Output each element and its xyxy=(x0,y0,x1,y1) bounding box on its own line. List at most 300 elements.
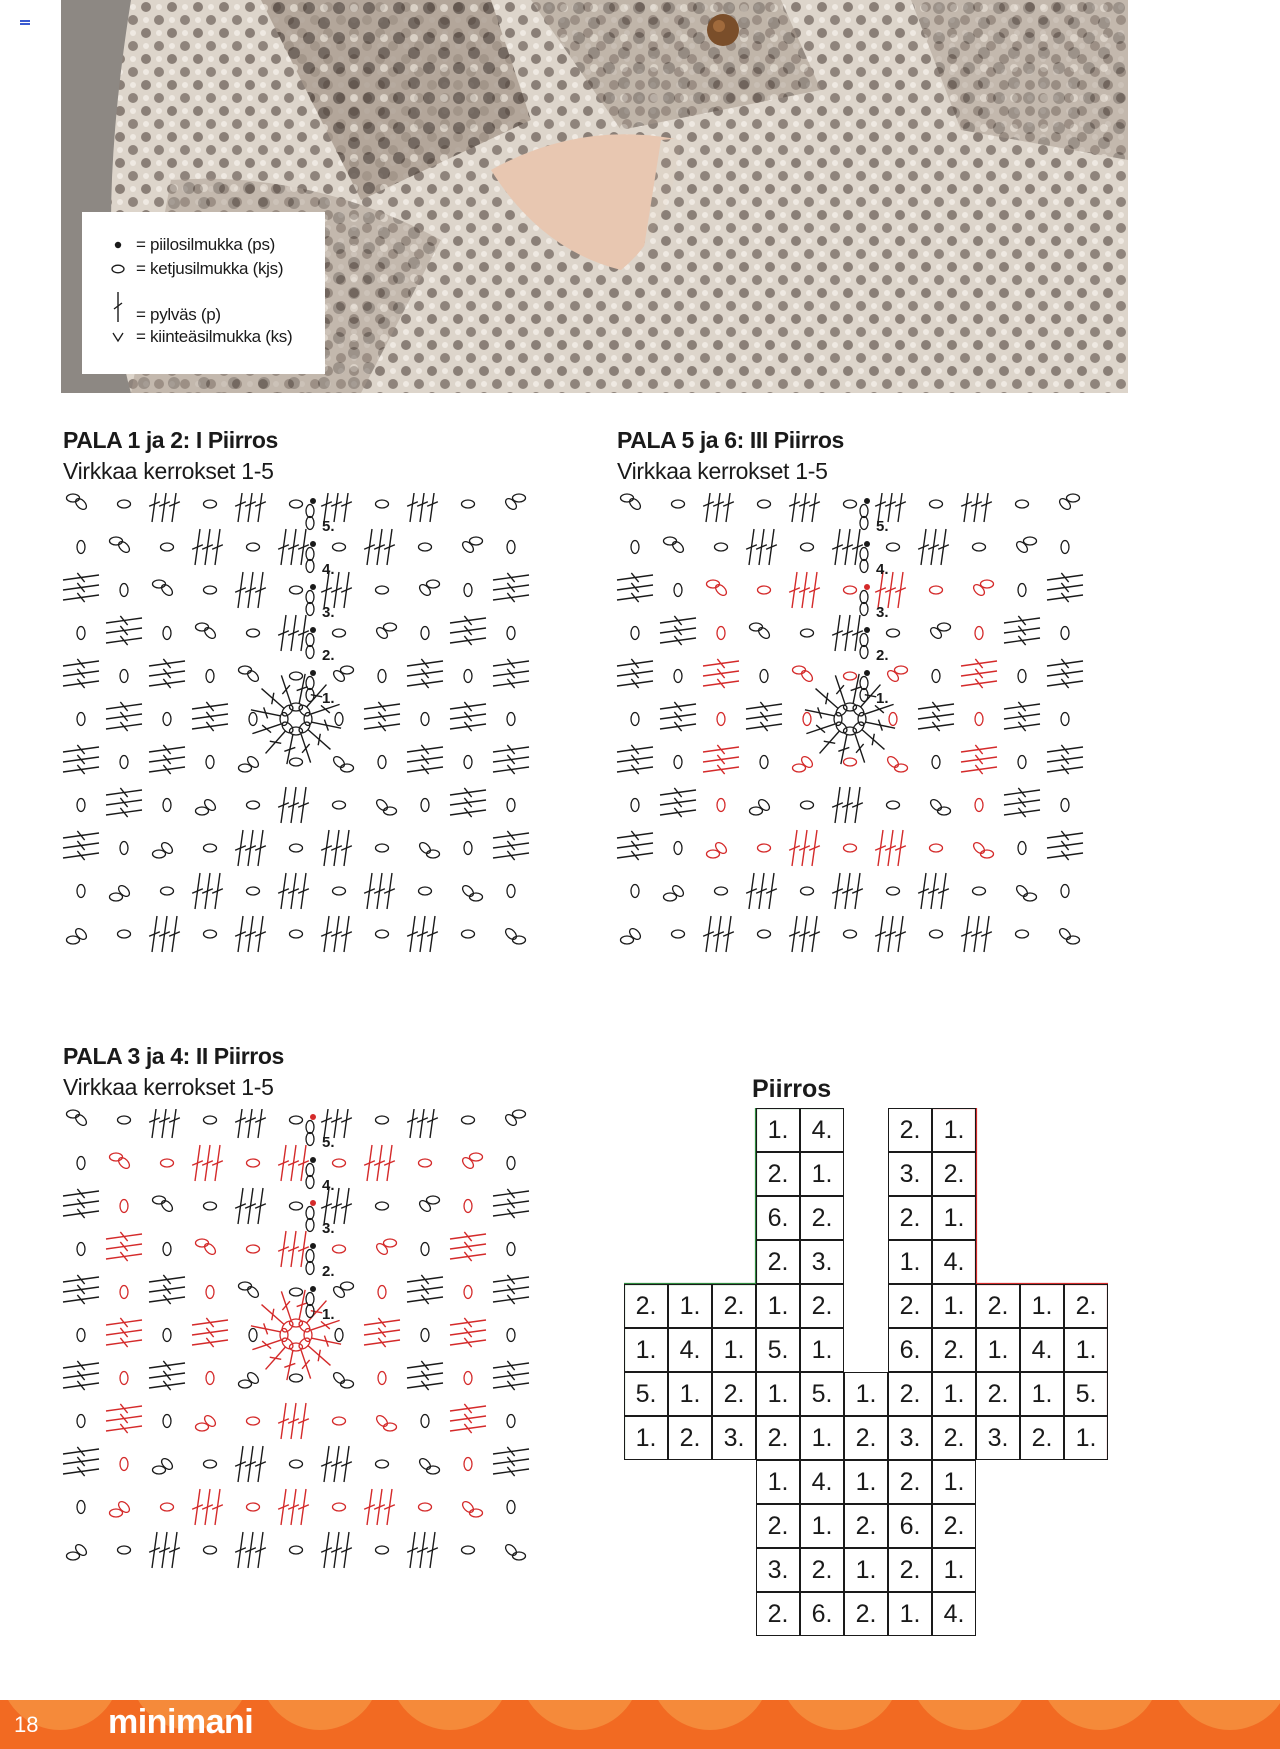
chain-mark xyxy=(932,756,940,769)
grid-cell: 1. xyxy=(624,1416,668,1460)
chain-mark xyxy=(674,670,682,683)
grid-cell: 2. xyxy=(712,1372,756,1416)
chain-mark xyxy=(631,713,639,726)
chain-mark xyxy=(249,713,257,726)
chain-mark xyxy=(67,936,80,944)
chain-mark xyxy=(290,930,303,938)
chain-mark xyxy=(664,893,677,901)
chain-mark xyxy=(461,1500,476,1515)
chain-mark xyxy=(196,1239,209,1247)
chain-mark xyxy=(419,887,432,895)
chain-mark xyxy=(306,677,314,690)
grid-cell: 3. xyxy=(888,1152,932,1196)
chain-mark xyxy=(163,799,171,812)
chain-mark xyxy=(163,1415,171,1428)
chain-mark xyxy=(858,713,866,726)
chain-mark xyxy=(461,1156,476,1171)
grid-cell: 2. xyxy=(932,1328,976,1372)
chain-mark xyxy=(844,703,857,711)
chain-mark xyxy=(333,543,346,551)
chain-mark xyxy=(427,580,440,588)
chain-mark xyxy=(290,500,303,508)
chain-mark xyxy=(421,1243,429,1256)
chain-mark xyxy=(203,798,218,813)
chain-mark xyxy=(462,1546,475,1554)
slip-stitch-dot xyxy=(310,1286,316,1292)
grid-cell: 1. xyxy=(756,1108,800,1152)
chain-mark xyxy=(306,603,314,616)
chain-mark xyxy=(378,670,386,683)
chain-mark xyxy=(120,670,128,683)
grid-cell: 1. xyxy=(932,1284,976,1328)
round-label: 3. xyxy=(322,1220,335,1237)
chain-mark xyxy=(427,850,440,858)
chain-mark xyxy=(674,842,682,855)
chain-mark xyxy=(1018,670,1026,683)
chain-mark xyxy=(758,586,771,594)
chain-mark xyxy=(297,1319,312,1334)
chain-mark xyxy=(306,1207,314,1220)
chain-mark xyxy=(631,799,639,812)
chain-mark xyxy=(418,841,433,856)
chain-mark xyxy=(930,844,943,852)
chain-mark xyxy=(757,626,772,641)
grid-cell: 2. xyxy=(800,1196,844,1240)
round-label: 2. xyxy=(876,647,889,664)
stitch-mark xyxy=(716,493,721,522)
chain-mark xyxy=(290,1460,303,1468)
grid-cell: 2. xyxy=(888,1460,932,1504)
chain-mark xyxy=(930,930,943,938)
legend-item xyxy=(102,325,325,349)
chain-mark xyxy=(153,580,166,588)
chain-mark xyxy=(886,669,901,684)
chain-mark xyxy=(1061,885,1069,898)
chain-mark xyxy=(427,1466,440,1474)
chain-mark xyxy=(204,586,217,594)
chain-mark xyxy=(110,893,123,901)
chain-mark xyxy=(290,1288,303,1296)
chain-mark xyxy=(1018,842,1026,855)
chain-mark xyxy=(290,703,303,711)
grid-cell: 2. xyxy=(844,1504,888,1548)
chain-mark xyxy=(851,703,866,718)
chain-mark xyxy=(513,494,526,502)
chain-mark xyxy=(239,1282,252,1290)
chain-mark xyxy=(470,1153,483,1161)
chain-mark xyxy=(504,1113,519,1128)
chain-mark xyxy=(290,672,303,680)
grid-cell: 2. xyxy=(888,1108,932,1152)
chain-mark xyxy=(513,1552,526,1560)
chain-mark xyxy=(247,1245,260,1253)
legend-text: = ketjusilmukka (kjs) xyxy=(136,259,284,278)
chain-mark xyxy=(464,670,472,683)
chain-mark xyxy=(895,764,908,772)
chain-mark xyxy=(844,844,857,852)
chain-mark xyxy=(972,583,987,598)
round-label: 2. xyxy=(322,1263,335,1280)
chain-mark xyxy=(333,887,346,895)
chain-mark xyxy=(306,1164,314,1177)
slip-stitch-dot xyxy=(310,584,316,590)
chain-mark xyxy=(333,1159,346,1167)
grid-cell: 2. xyxy=(624,1284,668,1328)
chain-mark xyxy=(860,677,868,690)
round-label: 5. xyxy=(322,518,335,535)
chain-mark xyxy=(246,1285,261,1300)
chain-mark xyxy=(378,756,386,769)
v-icon xyxy=(102,331,134,343)
stitch-mark xyxy=(964,493,969,522)
chain-mark xyxy=(384,623,397,631)
chain-mark xyxy=(117,884,132,899)
chain-mark xyxy=(507,799,515,812)
grid-cell: 2. xyxy=(976,1372,1020,1416)
chain-mark xyxy=(1016,500,1029,508)
chain-mark xyxy=(77,1415,85,1428)
chain-mark xyxy=(110,1153,123,1161)
grid-cell: 2. xyxy=(932,1504,976,1548)
chain-mark xyxy=(153,850,166,858)
chain-mark xyxy=(376,500,389,508)
chain-mark xyxy=(378,1372,386,1385)
slip-stitch-dot xyxy=(310,1157,316,1163)
chain-mark xyxy=(290,758,303,766)
chain-mark xyxy=(793,764,806,772)
grid-cell: 1. xyxy=(756,1284,800,1328)
chain-mark xyxy=(376,586,389,594)
chain-mark xyxy=(887,887,900,895)
menu-icon[interactable] xyxy=(20,20,30,28)
chain-mark xyxy=(504,497,519,512)
chain-mark xyxy=(77,885,85,898)
round-label: 1. xyxy=(876,690,889,707)
chain-mark xyxy=(280,1329,288,1342)
stitch-bar xyxy=(302,1360,310,1369)
chain-mark xyxy=(672,500,685,508)
chain-mark xyxy=(290,1546,303,1554)
chain-mark xyxy=(118,930,131,938)
grid-cell: 4. xyxy=(800,1460,844,1504)
chain-mark xyxy=(376,1546,389,1554)
chain-mark xyxy=(513,936,526,944)
chain-mark xyxy=(246,1371,261,1386)
chain-mark xyxy=(247,887,260,895)
grid-cell: 1. xyxy=(756,1460,800,1504)
dot-icon xyxy=(102,240,134,250)
stitch-mark xyxy=(420,1109,425,1138)
chain-mark xyxy=(203,1414,218,1429)
chain-mark xyxy=(507,1243,515,1256)
chain-mark xyxy=(464,1372,472,1385)
stitch-bar xyxy=(816,725,825,733)
stitch-bar xyxy=(262,725,271,733)
stitch-mark xyxy=(238,1109,243,1138)
chain-mark xyxy=(760,670,768,683)
chain-mark xyxy=(118,1546,131,1554)
stitch-mark xyxy=(430,1109,435,1138)
stitch-mark xyxy=(258,493,263,522)
chain-mark xyxy=(717,713,725,726)
grid-cell: 1. xyxy=(844,1548,888,1592)
chain-mark xyxy=(930,500,943,508)
chain-mark xyxy=(1016,930,1029,938)
chain-mark xyxy=(973,887,986,895)
grid-cell: 3. xyxy=(800,1240,844,1284)
chain-mark xyxy=(462,500,475,508)
chain-mark xyxy=(631,541,639,554)
chain-mark xyxy=(384,1423,397,1431)
chain-mark xyxy=(206,756,214,769)
chain-mark xyxy=(74,1113,89,1128)
chain-mark xyxy=(196,1423,209,1431)
chain-mark xyxy=(204,1460,217,1468)
chain-mark xyxy=(384,1239,397,1247)
chain-mark xyxy=(77,627,85,640)
chain-mark xyxy=(306,1293,314,1306)
chain-mark xyxy=(621,494,634,502)
chain-mark xyxy=(1015,884,1030,899)
chain-mark xyxy=(160,583,175,598)
grid-cell: 1. xyxy=(800,1152,844,1196)
chain-mark xyxy=(341,764,354,772)
chain-mark xyxy=(160,1457,175,1472)
slip-stitch-dot xyxy=(864,498,870,504)
grid-cell: 1. xyxy=(932,1108,976,1152)
grid-cell: 1. xyxy=(932,1548,976,1592)
chain-mark xyxy=(375,1242,390,1257)
chain-mark xyxy=(464,756,472,769)
chain-mark xyxy=(290,1319,303,1327)
stitch-mark xyxy=(984,493,989,522)
stitch-mark xyxy=(726,493,731,522)
chain-mark xyxy=(860,548,868,561)
chain-mark xyxy=(290,1116,303,1124)
chain-mark xyxy=(707,580,720,588)
stitch-mark xyxy=(888,493,893,522)
chain-mark xyxy=(204,930,217,938)
chain-mark xyxy=(249,1329,257,1342)
grid-cell: 2. xyxy=(888,1284,932,1328)
slip-stitch-dot xyxy=(310,498,316,504)
chain-mark xyxy=(77,1157,85,1170)
chain-mark xyxy=(421,799,429,812)
chain-mark xyxy=(196,623,209,631)
grid-cell: 1. xyxy=(888,1592,932,1636)
chain-mark xyxy=(290,586,303,594)
chain-mark xyxy=(631,627,639,640)
chain-mark xyxy=(757,798,772,813)
chain-mark xyxy=(464,1286,472,1299)
stitch-mark xyxy=(238,493,243,522)
chain-mark xyxy=(74,497,89,512)
chain-mark xyxy=(1067,936,1080,944)
chain-mark xyxy=(860,591,868,604)
chain-mark xyxy=(715,887,728,895)
round-label: 4. xyxy=(322,561,335,578)
chain-mark xyxy=(674,756,682,769)
chain-mark xyxy=(470,893,483,901)
stitch-mark xyxy=(812,493,817,522)
chain-mark xyxy=(1018,584,1026,597)
round-label: 4. xyxy=(876,561,889,578)
grid-cell: 1. xyxy=(668,1372,712,1416)
grid-cell: 5. xyxy=(800,1372,844,1416)
chain-mark xyxy=(758,930,771,938)
chart-1-title: PALA 1 ja 2: I Piirros xyxy=(63,427,278,453)
chain-mark xyxy=(860,517,868,530)
chain-mark xyxy=(306,646,314,659)
chain-mark xyxy=(464,584,472,597)
stitch-bar xyxy=(836,685,844,694)
legend-text: = piilosilmukka (ps) xyxy=(136,235,276,254)
chain-mark xyxy=(507,1501,515,1514)
chain-mark xyxy=(470,537,483,545)
chart-3-title: PALA 5 ja 6: III Piirros xyxy=(617,427,844,453)
chain-mark xyxy=(1067,494,1080,502)
chain-mark xyxy=(161,543,174,551)
chain-mark xyxy=(975,713,983,726)
chain-mark xyxy=(801,801,814,809)
chain-mark xyxy=(280,713,288,726)
chain-mark xyxy=(860,634,868,647)
chain-mark xyxy=(246,669,261,684)
grid-cell: 2. xyxy=(844,1592,888,1636)
chain-mark xyxy=(1061,541,1069,554)
grid-cell: 4. xyxy=(800,1108,844,1152)
chain-mark xyxy=(117,540,132,555)
chain-mark xyxy=(306,560,314,573)
grid-cell: 4. xyxy=(668,1328,712,1372)
chain-mark xyxy=(120,1200,128,1213)
dc-icon xyxy=(102,290,134,324)
chain-mark xyxy=(800,755,815,770)
chain-mark xyxy=(717,799,725,812)
stitch-mark xyxy=(152,493,157,522)
chain-mark xyxy=(621,936,634,944)
chain-mark xyxy=(421,713,429,726)
chain-mark xyxy=(801,887,814,895)
chain-mark xyxy=(204,1202,217,1210)
chain-mark xyxy=(206,670,214,683)
slip-stitch-dot xyxy=(864,584,870,590)
grid-cell: 6. xyxy=(800,1592,844,1636)
grid-cell: 1. xyxy=(800,1328,844,1372)
chain-mark xyxy=(306,1250,314,1263)
chain-mark xyxy=(247,801,260,809)
chain-mark xyxy=(800,669,815,684)
chain-mark xyxy=(427,1196,440,1204)
chain-mark xyxy=(887,629,900,637)
crochet-diagram-2 xyxy=(60,1109,580,1621)
stitch-mark xyxy=(344,1109,349,1138)
chain-mark xyxy=(77,541,85,554)
chain-mark xyxy=(120,756,128,769)
round-label: 1. xyxy=(322,690,335,707)
chain-mark xyxy=(938,623,951,631)
grid-cell: 4. xyxy=(1020,1328,1064,1372)
oval-icon xyxy=(102,264,134,274)
chain-mark xyxy=(333,1245,346,1253)
stitch-mark xyxy=(792,493,797,522)
grid-cell: 4. xyxy=(932,1240,976,1284)
chain-mark xyxy=(304,1329,312,1342)
grid-cell: 1. xyxy=(1020,1284,1064,1328)
chain-mark xyxy=(378,1286,386,1299)
chain-mark xyxy=(421,1329,429,1342)
chain-mark xyxy=(801,543,814,551)
grid-cell: 3. xyxy=(756,1548,800,1592)
chain-mark xyxy=(290,1202,303,1210)
stitch-mark xyxy=(152,1109,157,1138)
chain-mark xyxy=(750,807,763,815)
grid-cell: 2. xyxy=(888,1196,932,1240)
stitch-mark xyxy=(344,493,349,522)
chain-mark xyxy=(376,1460,389,1468)
grid-cell: 6. xyxy=(888,1328,932,1372)
round-label: 3. xyxy=(876,604,889,621)
chain-mark xyxy=(290,727,303,735)
chain-mark xyxy=(671,884,686,899)
grid-cell: 5. xyxy=(1064,1372,1108,1416)
chain-mark xyxy=(981,850,994,858)
chain-mark xyxy=(930,586,943,594)
chain-mark xyxy=(247,1503,260,1511)
chain-mark xyxy=(246,755,261,770)
chain-mark xyxy=(975,799,983,812)
chain-mark xyxy=(844,727,857,735)
chain-mark xyxy=(844,930,857,938)
chain-mark xyxy=(793,666,806,674)
chain-mark xyxy=(161,887,174,895)
stitch-bar xyxy=(282,685,290,694)
chain-mark xyxy=(1015,540,1030,555)
chain-mark xyxy=(860,560,868,573)
round-label: 2. xyxy=(322,647,335,664)
round-label: 3. xyxy=(322,604,335,621)
legend-item xyxy=(102,257,325,281)
chain-mark xyxy=(204,1116,217,1124)
chain-mark xyxy=(306,634,314,647)
legend-text: = pylväs (p) xyxy=(136,305,221,324)
chain-mark xyxy=(929,626,944,641)
chain-mark xyxy=(421,1415,429,1428)
grid-cell: 5. xyxy=(624,1372,668,1416)
chain-mark xyxy=(306,591,314,604)
stitch-bar xyxy=(262,1341,271,1349)
stitch-bar xyxy=(856,744,864,753)
chain-mark xyxy=(860,603,868,616)
grid-cell: 2. xyxy=(932,1416,976,1460)
chain-mark xyxy=(507,627,515,640)
chain-mark xyxy=(1058,497,1073,512)
chain-mark xyxy=(419,1503,432,1511)
chain-mark xyxy=(204,844,217,852)
chain-mark xyxy=(461,540,476,555)
chain-mark xyxy=(421,627,429,640)
chain-mark xyxy=(118,1116,131,1124)
chain-mark xyxy=(507,885,515,898)
stitch-mark xyxy=(248,493,253,522)
chain-mark xyxy=(247,543,260,551)
chain-mark xyxy=(464,1458,472,1471)
chain-mark xyxy=(206,1372,214,1385)
chain-mark xyxy=(844,672,857,680)
chain-mark xyxy=(120,1286,128,1299)
chain-mark xyxy=(889,713,897,726)
chain-mark xyxy=(674,584,682,597)
